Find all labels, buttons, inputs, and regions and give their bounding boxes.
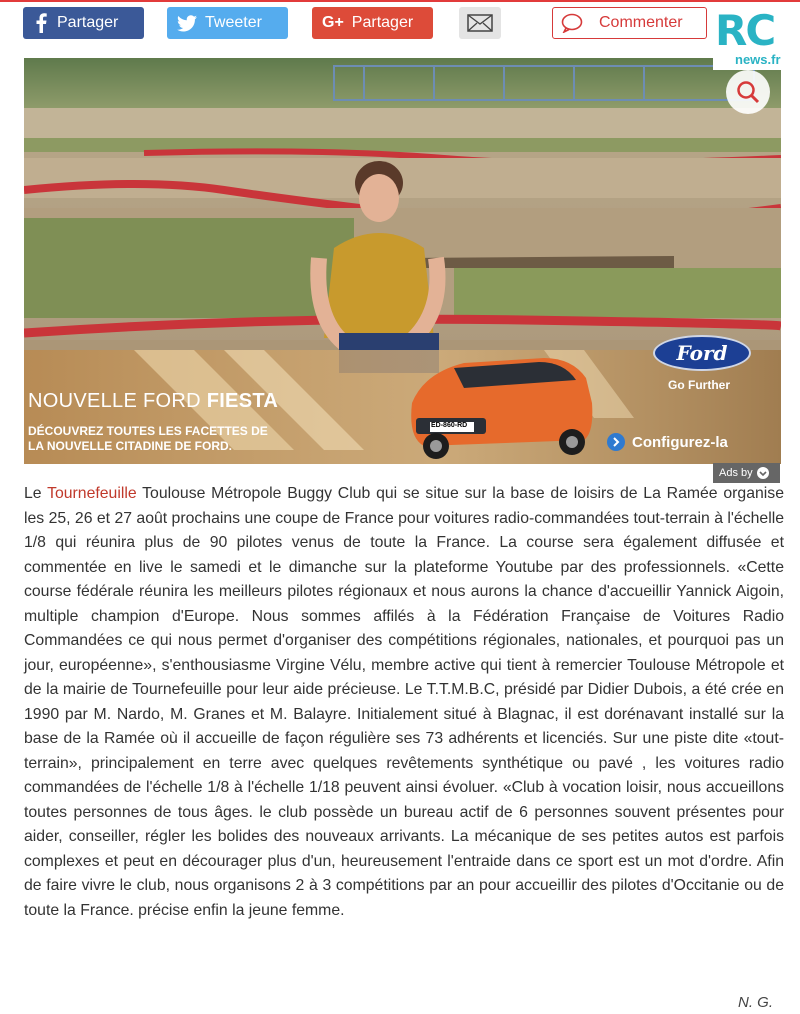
author-signature: N. G. <box>738 994 774 1011</box>
email-share-button[interactable] <box>459 7 501 39</box>
facebook-icon <box>33 13 49 33</box>
configure-link[interactable] <box>607 433 728 451</box>
ad-subtitle-line2: LA NOUVELLE CITADINE DE FORD. <box>28 439 232 453</box>
ad-subtitle-line1: DÉCOUVREZ TOUTES LES FACETTES DE <box>28 424 268 438</box>
comment-label: Commenter <box>599 14 683 31</box>
zoom-button[interactable] <box>726 70 770 114</box>
logo-main-text: RC <box>715 6 775 55</box>
twitter-share-button[interactable] <box>167 7 288 39</box>
magnifier-icon <box>735 79 761 105</box>
ads-by-badge[interactable] <box>713 463 780 483</box>
comment-button[interactable] <box>552 7 707 39</box>
ad-title-model: FIESTA <box>206 390 279 412</box>
ford-logo[interactable] <box>653 335 751 371</box>
license-plate: ED-860-RD <box>431 422 468 429</box>
facebook-share-label: Partager <box>57 14 119 31</box>
ad-info-icon <box>757 467 769 479</box>
article-intro: Le <box>24 485 48 502</box>
article-text: Toulouse Métropole Buggy Club qui se situe sur la base de loisirs de La Ramée organise les 25, 26 et 27 août prochains une coupe de France pour voitures radio-commandées tout-terrain à l'échelle 1/8 qui réunira plus de 90 pilotes venus de toute la France. La course sera également diffusée et commentée en live le samedi et le dimanche sur la plateforme Youtube par des professionnels. «Cette course fédérale réunira les meilleurs pilotes régionaux et nous aurons la chance d'accueillir Yannick Aigoin, multiple champion d'Europe. Nous sommes affilés à la Fédération Française de Voitures Radio Commandées ce qui nous permet d'organiser des compétitions régionales, nationales, et pourquoi pas un jour, européenne», s'enthousiasme Virgine Vélu, membre active qui tient à remercier Toulouse Métropole et de la mairie de Tournefeuille pour leur aide précieuse. Le T.T.M.B.C, présidé par Didier Dubois, a été crée en 1990 par M. Nardo, M. Granes et M. Balayre. Initialement situé à Blagnac, il est dorénavant installé sur la base de la Ramée où il accueille de façon régulière ses 73 adhérents et licenciés. Sur une piste dite «tout-terrain», principalement en terre avec quelques revêtements synthétique ou pavé , les voitures radio commandées de l'échelle 1/8 à l'échelle 1/18 peuvent ainsi évoluer. «Club à vocation loisir, nous accueillons toutes personnes de tous âges. le club possède un bureau actif de 6 personnes souvent présentes pour aider, conseiller, régler les bolides des nouveaux arrivants. La mécanique de ses petites autos est parfois complexes et peut en décourager plus d'un, heureusement l'entraide dans ce sport est un mot d'ordre. Afin de faire vivre le club, nous organisons 2 à 3 compétitions par an pour accueillir des pilotes d'Occitanie ou de toute la France. précise enfin la jeune femme. <box>24 485 784 919</box>
speech-bubble-icon <box>561 13 583 33</box>
googleplus-share-button[interactable] <box>312 7 433 39</box>
share-bar <box>0 0 800 46</box>
google-plus-icon: G+ <box>322 14 344 31</box>
rcnews-logo[interactable] <box>713 6 787 70</box>
article-body <box>24 482 784 923</box>
twitter-icon <box>177 15 197 32</box>
configure-label: Configurez-la <box>632 433 728 451</box>
twitter-share-label: Tweeter <box>205 14 262 31</box>
googleplus-share-label: Partager <box>351 14 414 31</box>
ads-by-label: Ads by <box>719 467 753 479</box>
tournefeuille-link[interactable]: Tournefeuille <box>47 485 137 502</box>
ad-tagline: Go Further <box>668 378 730 392</box>
ford-brand-text: Ford <box>676 341 728 365</box>
envelope-icon <box>467 14 493 32</box>
ad-title[interactable] <box>28 390 278 413</box>
facebook-share-button[interactable] <box>23 7 144 39</box>
ad-title-prefix: NOUVELLE FORD <box>28 390 207 412</box>
ad-subtitle <box>28 424 328 454</box>
logo-sub-text: news.fr <box>735 52 781 67</box>
chevron-right-icon <box>607 433 625 451</box>
